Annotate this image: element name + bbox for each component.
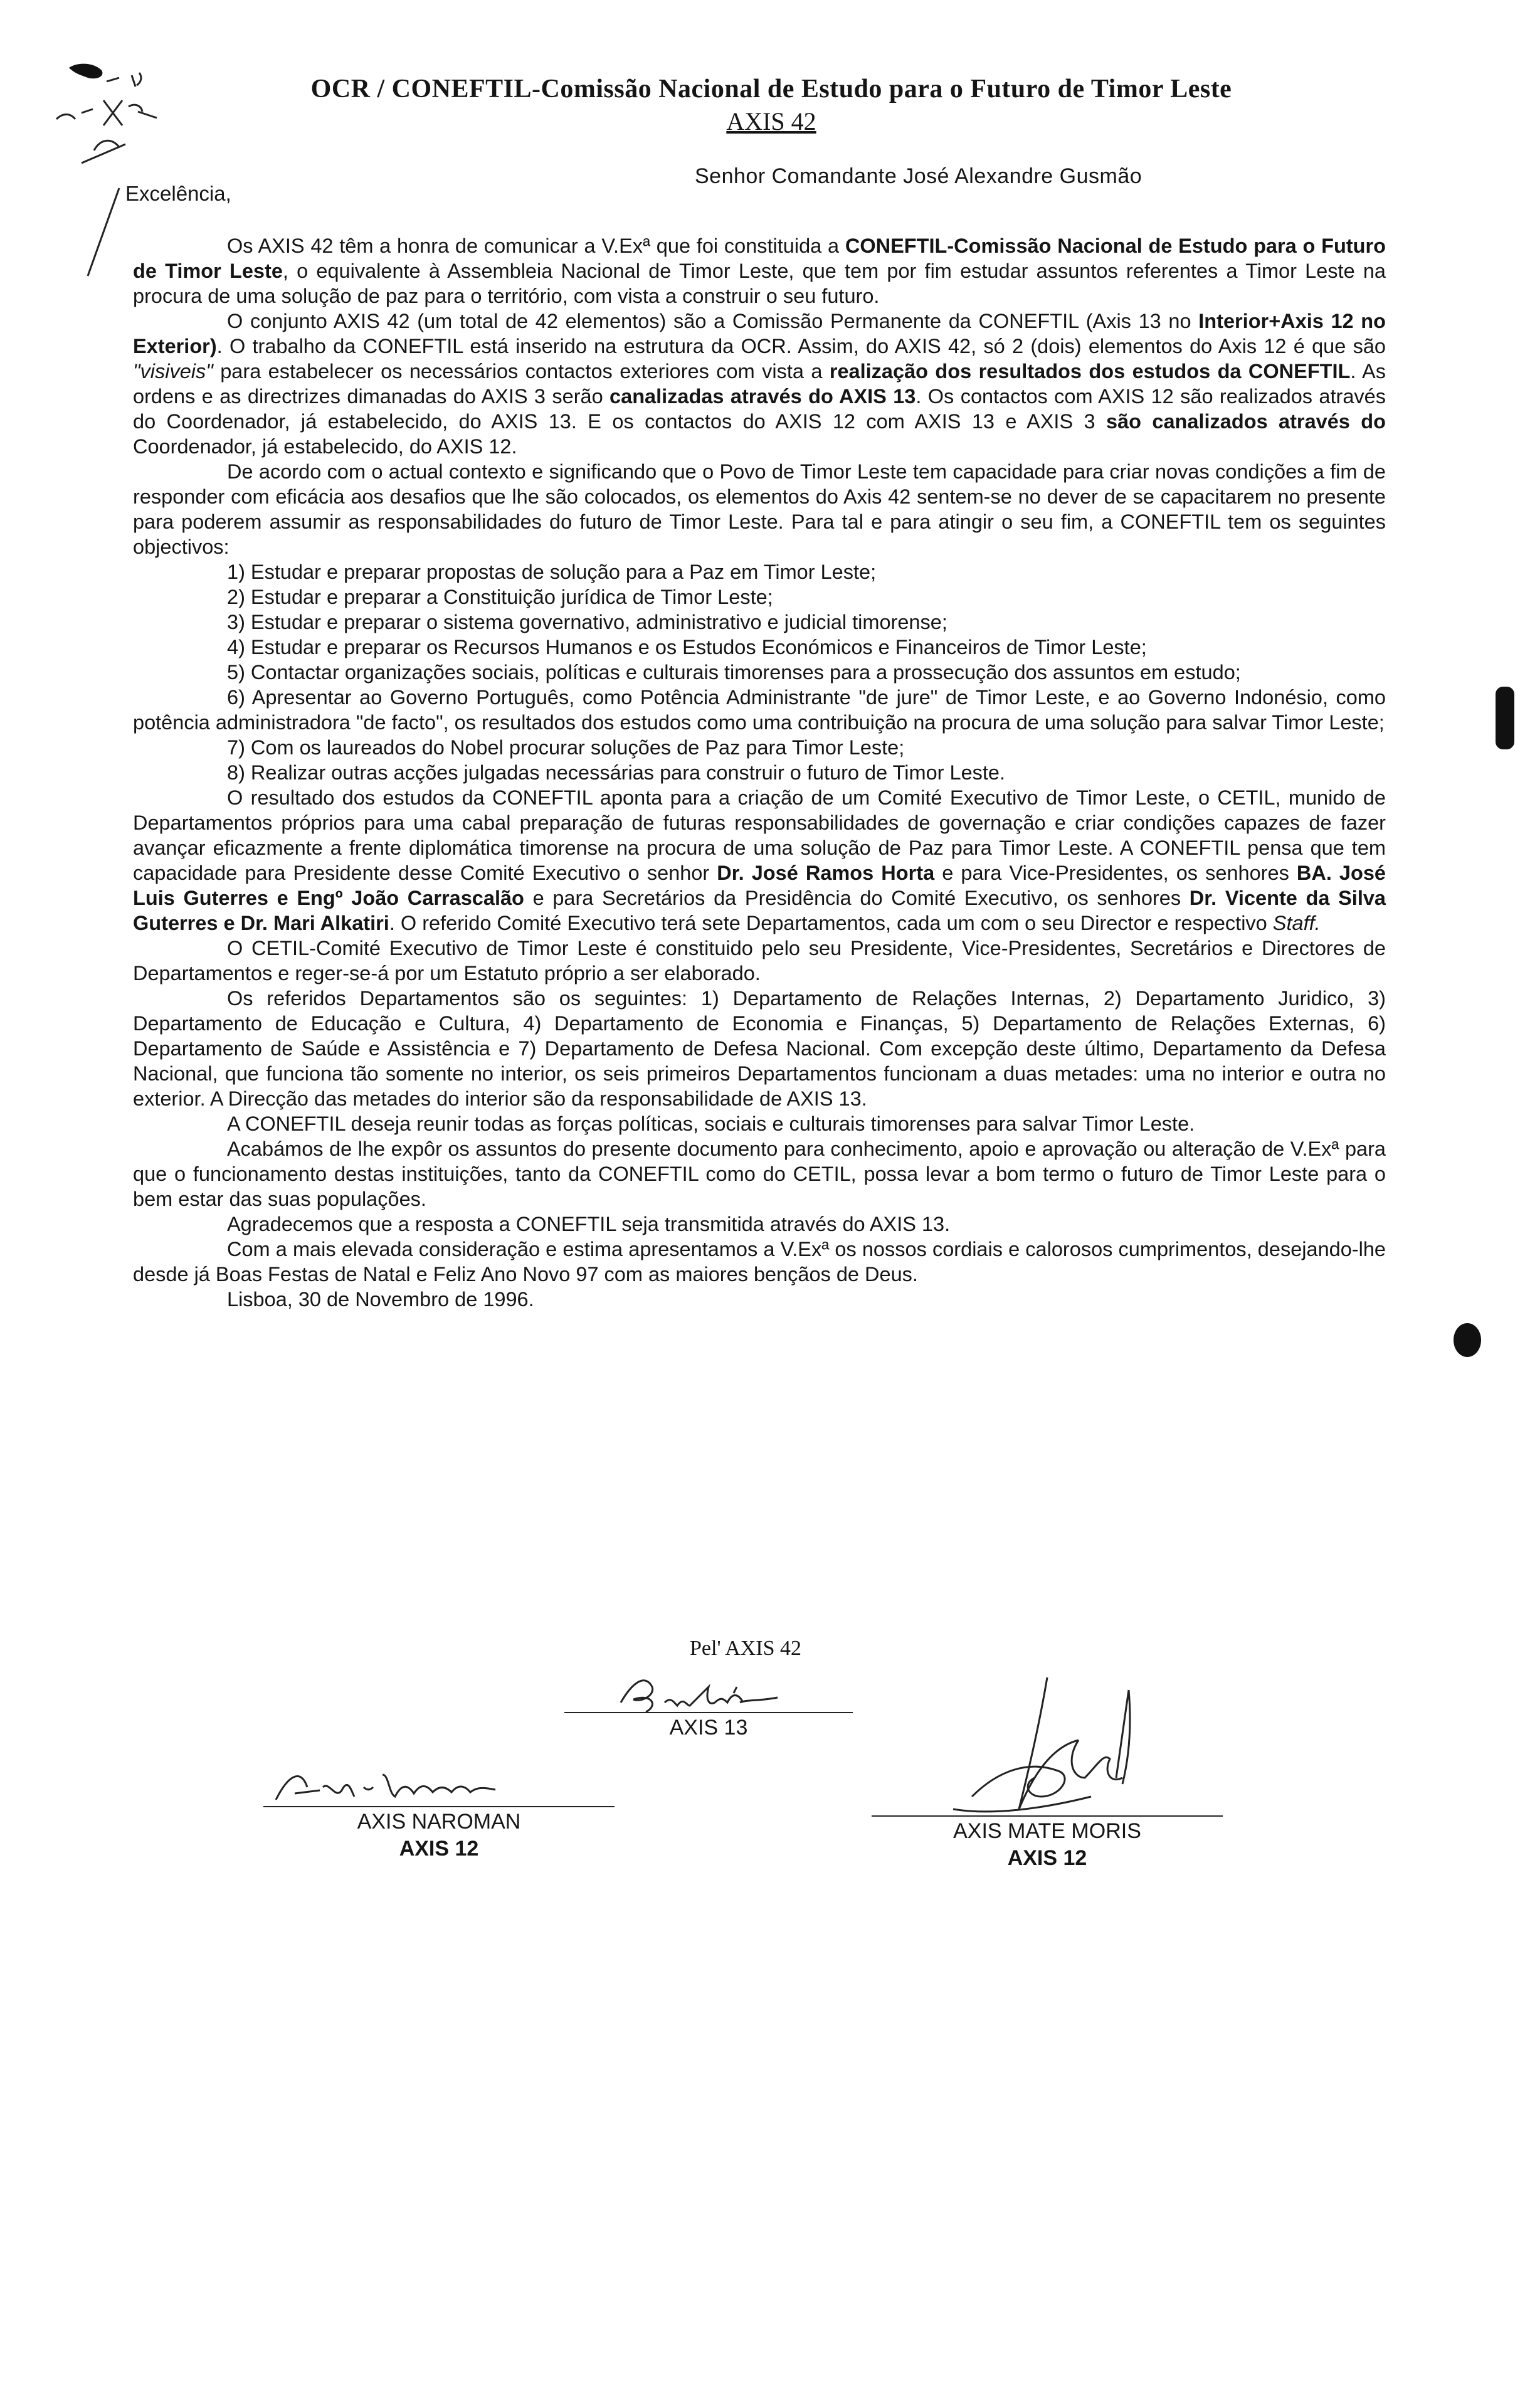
- signatory-name: AXIS NAROMAN: [357, 1810, 521, 1834]
- signature-block-axis-mate-moris: [872, 1815, 1223, 1871]
- handwritten-signature: [263, 1750, 589, 1812]
- document-title: OCR / CONEFTIL-Comissão Nacional de Estudo para o Futuro de Timor Leste: [310, 75, 1232, 103]
- document-header: [213, 74, 1329, 136]
- punch-hole-mark: [1454, 1323, 1481, 1357]
- objective-item: 2) Estudar e preparar a Constituição jurídica de Timor Leste;: [227, 586, 773, 608]
- paragraph-2: O conjunto AXIS 42 (um total de 42 elementos) são a Comissão Permanente da CONEFTIL (Axis 13 no Interior+Axis 12 no Exterior). O trabalho da CONEFTIL está inserido na estrutura da OCR. Assim, do AXIS 42, só 2 (dois) elementos do Axis 12 é que são "visiveis" para estabelecer os necessários contactos exteriores com vista a realização dos resultados dos estudos da CONEFTIL. As ordens e as directrizes dimanadas do AXIS 3 serão canalizadas através do AXIS 13. Os contactos com AXIS 12 são realizados através do Coordenador, já estabelecido, do AXIS 13. E os contactos do AXIS 12 com AXIS 13 e AXIS 3 são canalizados através do Coordenador, já estabelecido, do AXIS 12.: [133, 310, 1386, 458]
- signatory-rank: AXIS 12: [399, 1837, 479, 1861]
- paragraph-1: Os AXIS 42 têm a honra de comunicar a V.Exª que foi constituida a CONEFTIL-Comissão Nacional de Estudo para o Futuro de Timor Leste, o equivalente à Assembleia Nacional de Timor Leste, que tem por fim estudar assuntos referentes a Timor Leste na procura de uma solução de paz para o território, com vista a construir o seu futuro.: [133, 235, 1386, 307]
- signature-block-axis-13: [564, 1712, 853, 1740]
- handwritten-signature: [890, 1665, 1191, 1828]
- paragraph-4: O resultado dos estudos da CONEFTIL aponta para a criação de um Comité Executivo de Timor Leste, o CETIL, munido de Departamentos próprios para uma cabal preparação de futuras responsabilidades de governação e criar condições capazes de fazer avançar eficazmente a frente diplomática timorense na procura de uma solução de Paz para Timor Leste. A CONEFTIL pensa que tem capacidade para Presidente desse Comité Executivo o senhor Dr. José Ramos Horta e para Vice-Presidentes, os senhores BA. José Luis Guterres e Engº João Carrascalão e para Secretários da Presidência do Comité Executivo, os senhores Dr. Vicente da Silva Guterres e Dr. Mari Alkatiri. O referido Comité Executivo terá sete Departamentos, cada um com o seu Director e respectivo Staff.: [133, 786, 1386, 934]
- paragraph-10: Com a mais elevada consideração e estima apresentamos a V.Exª os nossos cordiais e calorosos cumprimentos, desejando-lhe desde já Boas Festas de Natal e Feliz Ano Novo 97 com as maiores bençãos de Deus.: [133, 1238, 1386, 1286]
- document-subtitle: AXIS 42: [726, 107, 816, 135]
- recipient: Senhor Comandante José Alexandre Gusmão: [695, 164, 1142, 188]
- paragraph-9: Agradecemos que a resposta a CONEFTIL seja transmitida através do AXIS 13.: [227, 1213, 951, 1235]
- closing-line: Pel' AXIS 42: [690, 1637, 802, 1660]
- objective-item: 1) Estudar e preparar propostas de solução para a Paz em Timor Leste;: [227, 561, 877, 583]
- paragraph-7: A CONEFTIL deseja reunir todas as forças políticas, sociais e culturais timorenses para salvar Timor Leste.: [227, 1112, 1195, 1135]
- paragraph-3: De acordo com o actual contexto e significando que o Povo de Timor Leste tem capacidade para criar novas condições a fim de responder com eficácia aos desafios que lhe são colocados, os elementos do Axis 42 sentem-se no dever de se capacitarem no presente para poderem assumir as responsabilidades do futuro de Timor Leste. Para tal e para atingir o seu fim, a CONEFTIL tem os seguintes objectivos:: [133, 460, 1386, 558]
- letter-body: [133, 233, 1386, 1312]
- date-line: Lisboa, 30 de Novembro de 1996.: [227, 1288, 534, 1311]
- salutation: Excelência,: [125, 182, 231, 205]
- paragraph-8: Acabámos de lhe expôr os assuntos do presente documento para conhecimento, apoio e aprovação ou alteração de V.Exª para que o funcionamento destas instituições, tanto da CONEFTIL como do CETIL, possa levar a bom termo o futuro de Timor Leste para o bem estar das suas populações.: [133, 1138, 1386, 1210]
- handwritten-signature: [608, 1668, 796, 1724]
- signatory-rank: AXIS 12: [1007, 1846, 1087, 1870]
- objective-item: 6) Apresentar ao Governo Português, como Potência Administrante "de jure" de Timor Leste, e ao Governo Indonésio, como potência administradora "de facto", os resultados dos estudos como uma contribuição na procura de uma solução para salvar Timor Leste;: [133, 686, 1386, 734]
- objective-item: 7) Com os laureados do Nobel procurar soluções de Paz para Timor Leste;: [227, 736, 905, 759]
- objective-item: 4) Estudar e preparar os Recursos Humanos e os Estudos Económicos e Financeiros de Timor Leste;: [227, 636, 1147, 658]
- signature-block-axis-naroman: [263, 1806, 615, 1861]
- objective-item: 8) Realizar outras acções julgadas necessárias para construir o futuro de Timor Leste.: [227, 761, 1006, 784]
- signatory-name: AXIS 13: [669, 1716, 748, 1740]
- paragraph-5: O CETIL-Comité Executivo de Timor Leste é constituido pelo seu Presidente, Vice-Presidentes, Secretários e Directores de Departamentos e reger-se-á por um Estatuto próprio a ser elaborado.: [133, 937, 1386, 985]
- signatory-name: AXIS MATE MORIS: [953, 1819, 1141, 1843]
- punch-hole-mark: [1496, 687, 1514, 749]
- objective-item: 3) Estudar e preparar o sistema governativo, administrativo e judicial timorense;: [227, 611, 947, 633]
- objective-item: 5) Contactar organizações sociais, políticas e culturais timorenses para a prossecução dos assuntos em estudo;: [227, 661, 1241, 684]
- paragraph-6: Os referidos Departamentos são os seguintes: 1) Departamento de Relações Internas, 2) Departamento Juridico, 3) Departamento de Educação e Cultura, 4) Departamento de Economia e Finanças, 5) Departamento de Relações Externas, 6) Departamento de Saúde e Assistência e 7) Departamento de Defesa Nacional. Com excepção deste último, Departamento da Defesa Nacional, que funciona tão somente no interior, os seis primeiros Departamentos funcionam a duas metades: uma no interior e outra no exterior. A Direcção das metades do interior são da responsabilidade de AXIS 13.: [133, 987, 1386, 1110]
